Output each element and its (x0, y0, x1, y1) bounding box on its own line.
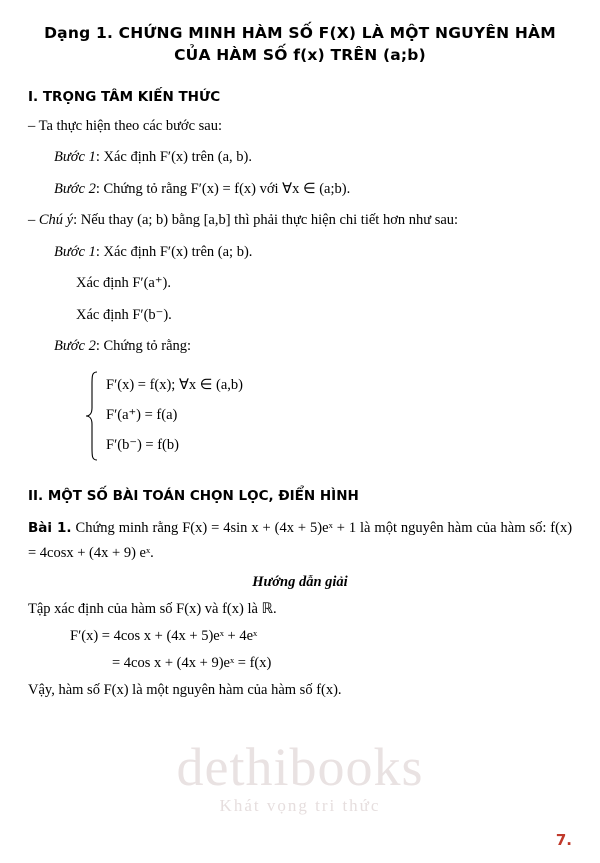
system-line-1: F′(x) = f(x); ∀x ∈ (a,b) (106, 376, 243, 393)
exercise-1-text: Chứng minh rằng F(x) = 4sin x + (4x + 5)eˣ + 1 là một nguyên hàm của hàm số: f(x) = 4cosx + (4x + 9) eˣ. (28, 519, 573, 562)
page-title-line1: Dạng 1. CHỨNG MINH HÀM SỐ F(X) LÀ MỘT NGUYÊN HÀM (44, 24, 556, 42)
note-step-2-text: : Chứng tỏ rằng: (95, 338, 192, 355)
document-content (28, 22, 572, 699)
solution-equation-1: F′(x) = 4cos x + (4x + 5)eˣ + 4eˣ (70, 628, 258, 645)
section1-intro: – Ta thực hiện theo các bước sau: (28, 117, 223, 134)
step-1-label: Bước 1 (54, 149, 96, 166)
page-number (556, 831, 572, 849)
note-step-1-label: Bước 1 (54, 243, 96, 260)
left-brace-icon (84, 370, 100, 462)
section-heading-1: I. TRỌNG TÂM KIẾN THỨC (28, 88, 221, 105)
system-line-2: F′(a⁺) = f(a) (106, 406, 178, 423)
system-line-3: F′(b⁻) = f(b) (106, 436, 179, 453)
note-step-1-text: : Xác định F′(x) trên (a; b). (95, 243, 253, 260)
watermark (0, 737, 600, 816)
page-title (28, 22, 572, 67)
step-1 (54, 146, 572, 168)
page-number-dot: . (566, 831, 572, 849)
exercise-1 (28, 516, 572, 567)
watermark-sub-text: Khát vọng tri thức (219, 796, 381, 815)
note-step-1 (54, 241, 572, 263)
page-number-value: 7 (555, 831, 567, 849)
note-sub-1: Xác định F′(a⁺). (76, 275, 171, 292)
step-2-label: Bước 2 (54, 180, 96, 197)
solution-equation-2: = 4cos x + (4x + 9)eˣ = f(x) (112, 655, 272, 672)
note-text: : Nếu thay (a; b) bằng [a,b] thì phải thực hiện chi tiết hơn như sau: (73, 212, 459, 229)
step-1-text: : Xác định F′(x) trên (a, b). (95, 149, 253, 166)
system-of-equations (84, 370, 572, 462)
step-2 (54, 178, 572, 200)
note-step-2 (54, 335, 572, 357)
section-heading-2: II. MỘT SỐ BÀI TOÁN CHỌN LỌC, ĐIỂN HÌNH (28, 487, 359, 504)
note (28, 209, 572, 231)
page-title-line2: CỦA HÀM SỐ f(x) TRÊN (a;b) (174, 46, 426, 65)
step-2-text: : Chứng tỏ rằng F′(x) = f(x) với ∀x ∈ (a;b). (95, 180, 351, 197)
solution-heading: Hướng dẫn giải (252, 574, 348, 591)
watermark-main-text: dethibooks (176, 737, 424, 797)
solution-line-1: Tập xác định của hàm số F(x) và f(x) là ℝ. (28, 601, 277, 618)
solution-conclusion: Vậy, hàm số F(x) là một nguyên hàm của hàm số f(x). (28, 682, 342, 699)
note-sub-2: Xác định F′(b⁻). (76, 306, 172, 323)
note-step-2-label: Bước 2 (54, 338, 96, 355)
exercise-1-label: Bài 1. (28, 519, 72, 536)
note-label: – Chú ý (28, 212, 74, 229)
